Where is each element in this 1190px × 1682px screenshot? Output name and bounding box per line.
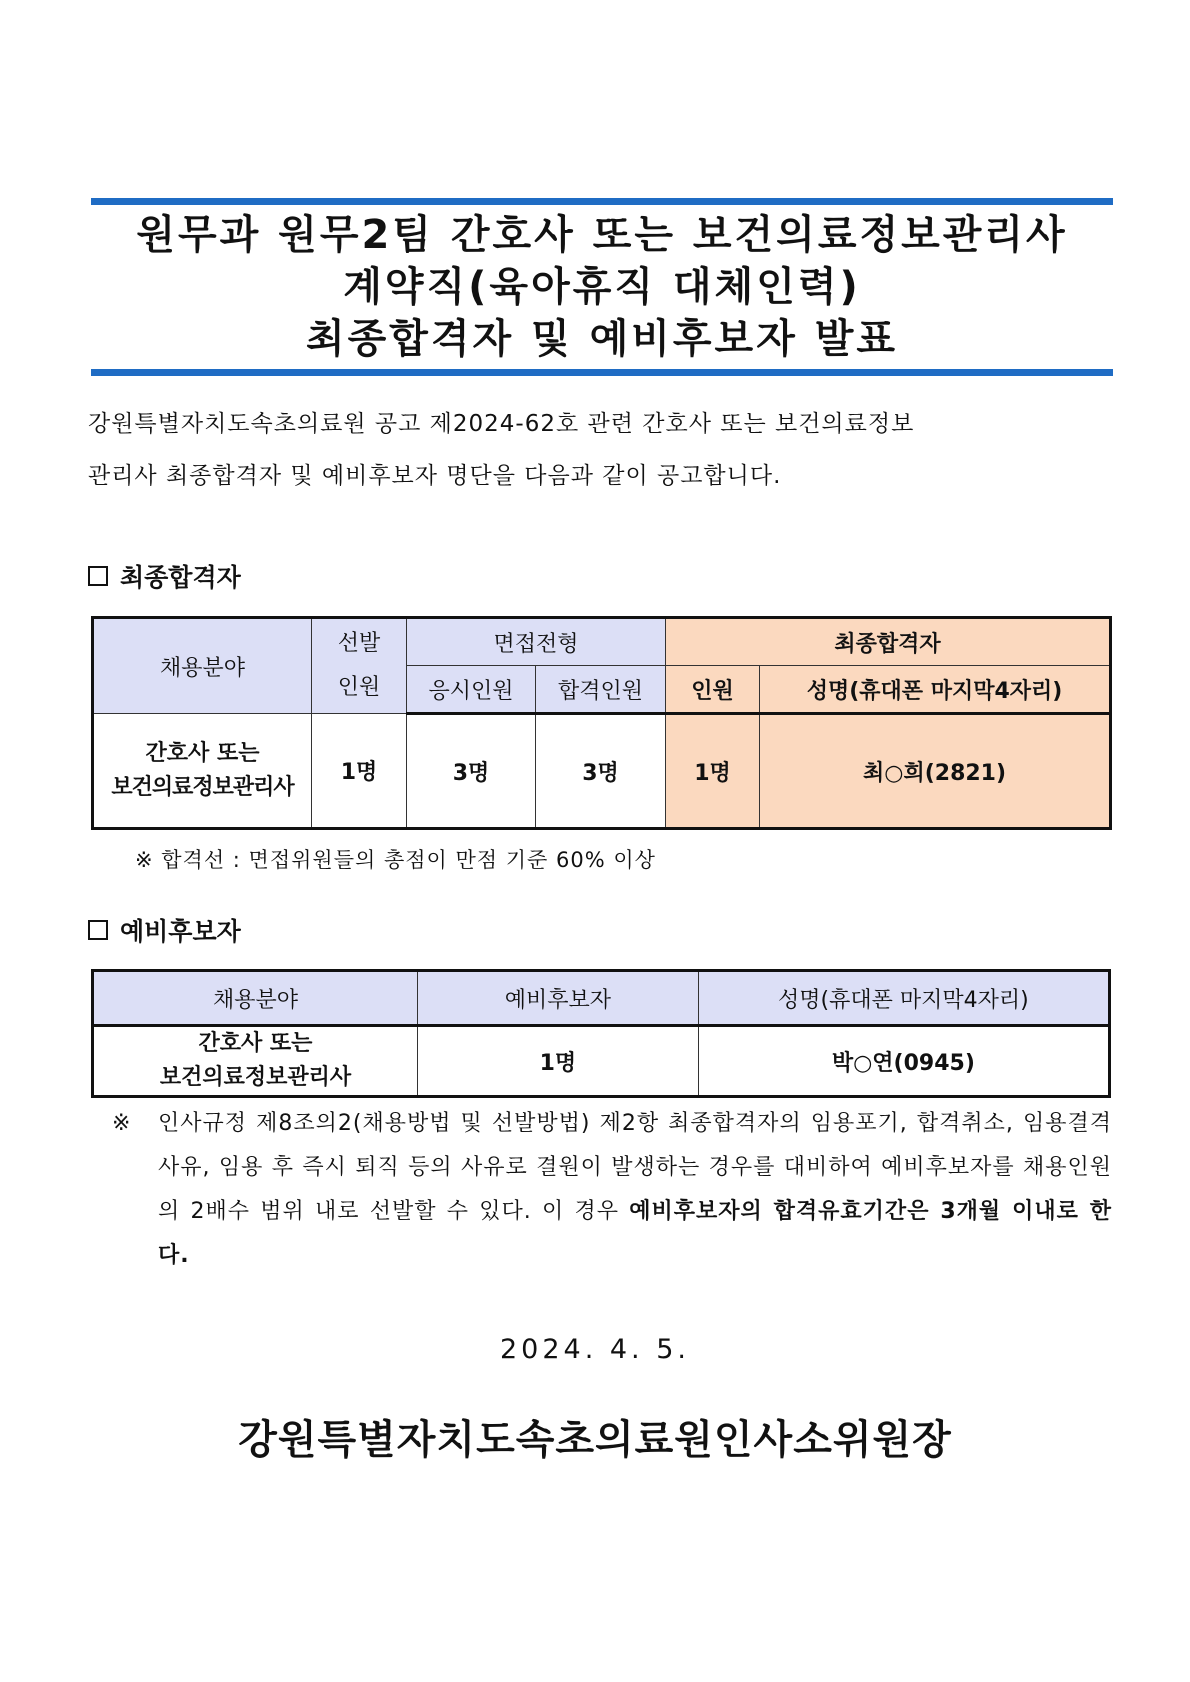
header-select-line-1: 선발 [337, 631, 381, 656]
cell-name: 최○희(2821) [760, 714, 1111, 829]
final-passers-table [91, 616, 1112, 830]
cell-select: 1명 [312, 714, 407, 829]
cell-field [93, 714, 312, 829]
pass-line-note: ※ 합격선 : 면접위원들의 총점이 만점 기준 60% 이상 [135, 848, 656, 872]
section-reserve-heading-text: 예비후보자 [120, 917, 241, 946]
reserve-note-bold: 예비후보자의 합격유효기간은 3개월 이내로 한다. [158, 1199, 1112, 1268]
cell-count: 1명 [666, 714, 760, 829]
title-top-rule [91, 198, 1113, 205]
header-reserve: 예비후보자 [417, 971, 698, 1026]
cell-reserve: 1명 [417, 1026, 698, 1097]
reserve-note [112, 1102, 1112, 1278]
header-field: 채용분야 [93, 618, 312, 714]
title-line-2: 계약직(육아휴직 대체인력) [343, 264, 861, 310]
header-name: 성명(휴대폰 마지막4자리) [760, 666, 1111, 714]
intro-line-2: 관리사 최종합격자 및 예비후보자 명단을 다음과 같이 공고합니다. [88, 463, 782, 489]
section-reserve-heading [88, 912, 241, 948]
cell-field-line-2: 보건의료정보관리사 [111, 774, 294, 800]
signer-name: 강원특별자치도속초의료원인사소위원장 [238, 1417, 952, 1463]
cell-passed: 3명 [536, 714, 666, 829]
title-block [91, 198, 1113, 376]
cell-name: 박○연(0945) [698, 1026, 1109, 1097]
cell-applicants: 3명 [407, 714, 536, 829]
cell-field-line-1: 간호사 또는 [145, 740, 260, 766]
header-select-line-2: 인원 [337, 675, 381, 700]
title-bottom-rule [91, 369, 1113, 376]
header-passed: 합격인원 [536, 666, 666, 714]
header-count: 인원 [666, 666, 760, 714]
title-line-1: 원무과 원무2팀 간호사 또는 보건의료정보관리사 [136, 212, 1068, 258]
cell-field-line-2: 보건의료정보관리사 [159, 1065, 352, 1090]
header-name: 성명(휴대폰 마지막4자리) [698, 971, 1109, 1026]
reserve-note-text: 인사규정 제8조의2(채용방법 및 선발방법) 제2항 최종합격자의 임용포기, 합격취소, 임용결격 사유, 임용 후 즉시 퇴직 등의 사유로 결원이 발생하는 경우를 대비하여 예비후보자를 채용인원의 2배수 범위 내로 선발할 수 있다. 이 경우 [158, 1111, 1112, 1224]
checkbox-icon [88, 920, 108, 940]
header-final-group: 최종합격자 [666, 618, 1111, 666]
title-line-3: 최종합격자 및 예비후보자 발표 [305, 316, 899, 362]
note-mark: ※ [112, 1111, 132, 1136]
cell-field [93, 1026, 418, 1097]
header-interview-group: 면접전형 [407, 618, 666, 666]
header-field: 채용분야 [93, 971, 418, 1026]
table-row [93, 714, 1111, 829]
intro-paragraph [88, 398, 1112, 502]
section-final-heading-text: 최종합격자 [120, 563, 241, 592]
checkbox-icon [88, 566, 108, 586]
reserve-candidates-table [91, 969, 1111, 1098]
header-select [312, 618, 407, 714]
intro-line-1: 강원특별자치도속초의료원 공고 제2024-62호 관련 간호사 또는 보건의료정보 [88, 411, 915, 437]
announcement-date: 2024. 4. 5. [500, 1334, 690, 1365]
section-final-heading [88, 558, 241, 594]
header-applicants: 응시인원 [407, 666, 536, 714]
cell-field-line-1: 간호사 또는 [198, 1031, 313, 1056]
table-row [93, 1026, 1110, 1097]
